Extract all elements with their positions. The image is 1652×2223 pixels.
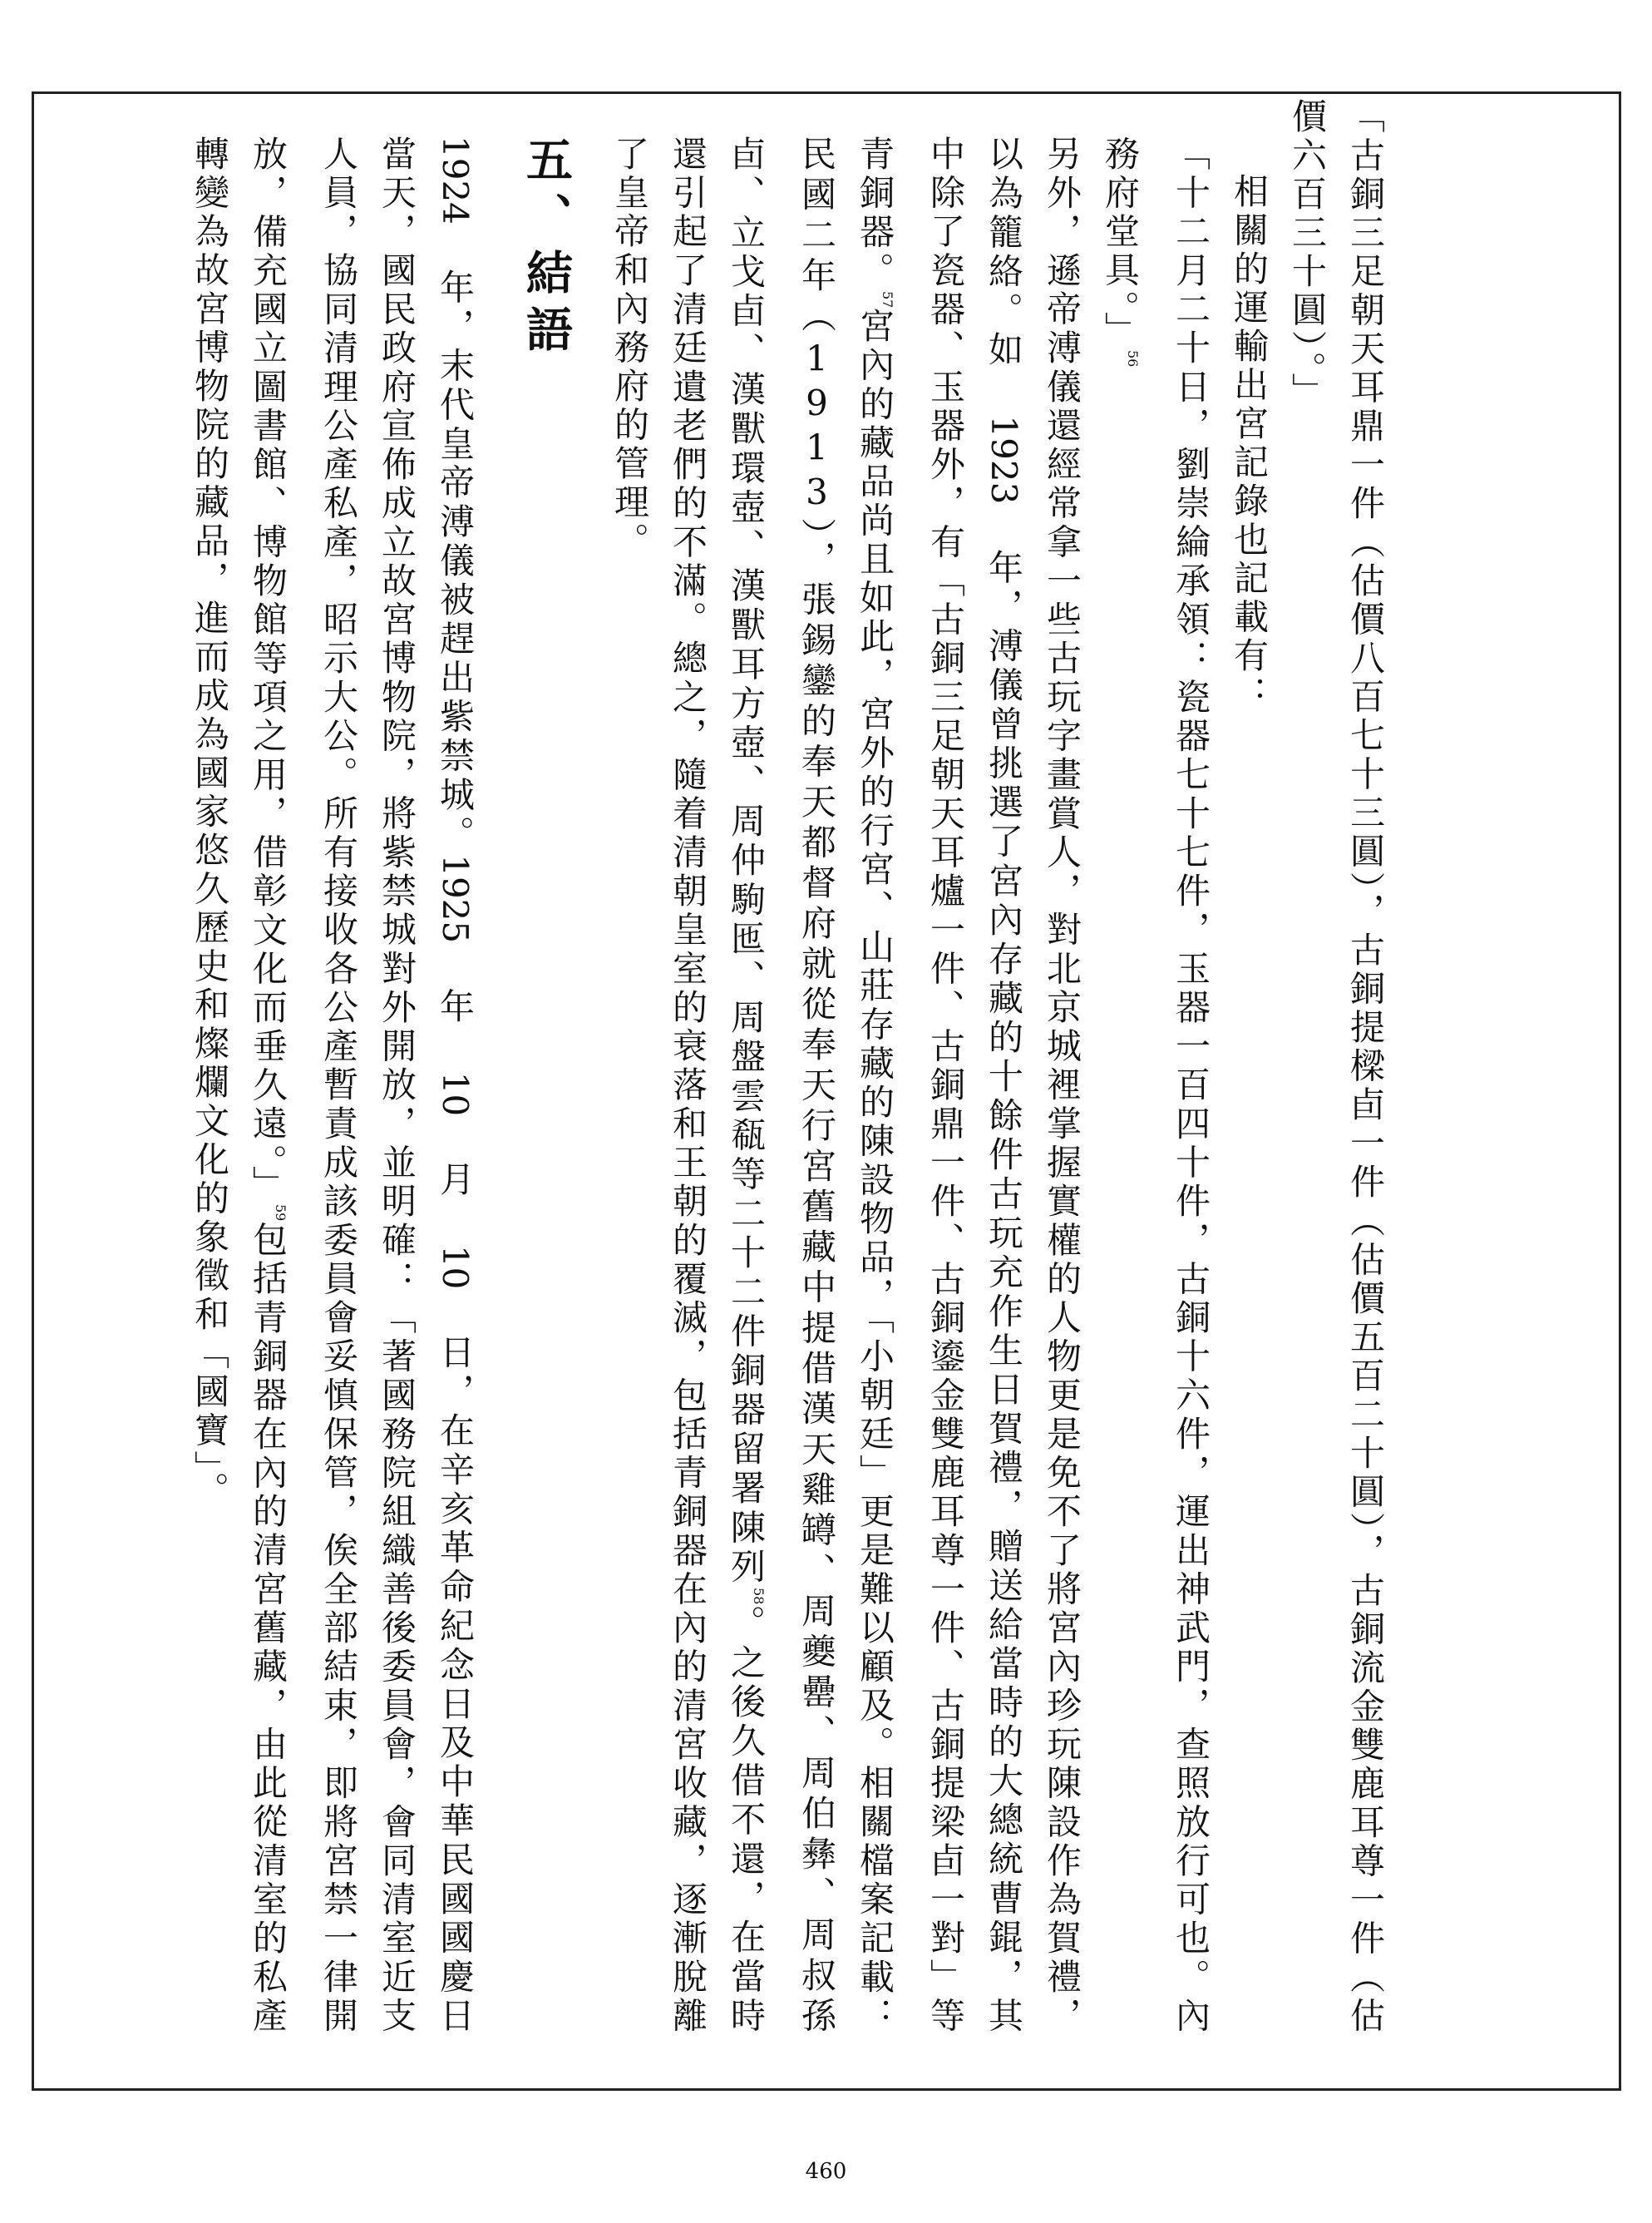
year-number: 1923 [984, 415, 1024, 505]
paragraph-text: 年，末代皇帝溥儀被趕出紫禁城。 [435, 224, 476, 855]
month-number: 10 [435, 1071, 476, 1117]
quote-paragraph-2 [1091, 136, 1220, 2036]
day-number: 10 [435, 1244, 476, 1290]
paragraph-text: 日，在辛亥革命紀念日及中華民國國慶日當天，國民政府宣佈成立故宮博物院，將紫禁城對外開放，並明確：「著國務院組織善後委員會，會同清室近支人員，協同清理公產私產，昭示大公。所有接收各公產暫責成該委員會妥慎保管，俟全部結束，即將宮禁一律開放，備充國立圖書館、博物館等項之用，借彰文化而垂久遠。」 [248, 136, 476, 2037]
year-number: 1925 [435, 854, 476, 944]
paragraph-text: 。之後久借不還，在當時還引起了清廷遺老們的不滿。總之，隨着清朝皇室的衰落和王朝的覆滅，包括青銅器在內的清宮收藏，逐漸脫離了皇帝和內務府的管理。 [609, 136, 767, 2037]
page-frame [32, 91, 1621, 2091]
vertical-text-body [56, 98, 1394, 2036]
footnote-marker-57: 57 [880, 290, 895, 308]
paragraph-text: 另外，遜帝溥儀還經常拿一些古玩字畫賞人，對北京城裡掌握實權的人物更是免不了將宮內珍玩陳設作為賀禮，以為籠絡。如 [984, 136, 1082, 2036]
paragraph-text: 年，溥儀曾挑選了宮內存藏的十餘件古玩充作生日賀禮，贈送給當時的大總統曹錕，其中除了瓷器、玉器外，有「古銅三足朝天耳爐一件、古銅鼎一件、古銅鎏金雙鹿耳尊一件、古銅提梁卣一對」等青銅器。 [855, 136, 1024, 2037]
footnote-marker-56: 56 [1125, 350, 1141, 368]
paragraph-puyi-gifts [600, 136, 1091, 2036]
footnote-marker-58: 58 [751, 1587, 767, 1605]
section-heading: 五、結語 [519, 136, 574, 362]
paragraph-text: 宮內的藏品尚且如此，宮外的行宮、山莊存藏的陳設物品，「小朝廷」更是難以顧及。相關檔案記載：民國二年（1913），張錫鑾的奉天都督府就從奉天行宮舊藏中提借漢天雞罇、周夔罍、周伯彝、周叔孫卣、立戈卣、漢獸環壺、漢獸耳方壺、周仲駒匜、周盤雲瓻等二十二件銅器留署陳列 [726, 136, 895, 2037]
paragraph-transport-record [1220, 173, 1278, 2036]
page-number: 460 [805, 2159, 847, 2184]
quote-text: 「古銅三足朝天耳鼎一件（估價八百七十三圓），古銅提樑卣一件（估價五百二十圓），古銅流金雙鹿耳尊一件（估價六百三十圓）。」 [1287, 98, 1386, 2036]
quote-text: 「十二月二十日，劉崇綸承領：瓷器七十七件，玉器一百四十件，古銅十六件，運出神武門，查照放行可也。內務府堂具。」 [1100, 136, 1211, 2036]
quote-paragraph-1 [1278, 98, 1394, 2036]
paragraph-text: 年 [435, 943, 476, 1072]
paragraph-text: 包括青銅器在內的清宮舊藏，由此從清室的私產轉變為故宮博物院的藏品，進而成為國家悠久歷史和燦爛文化的象徵和「國寶」。 [190, 136, 288, 2037]
paragraph-text: 月 [435, 1116, 476, 1245]
paragraph-conclusion [180, 136, 484, 2036]
footnote-marker-59: 59 [273, 1204, 288, 1222]
year-number: 1924 [435, 136, 476, 225]
paragraph-text: 相關的運輸出宮記錄也記載有： [1229, 173, 1270, 714]
